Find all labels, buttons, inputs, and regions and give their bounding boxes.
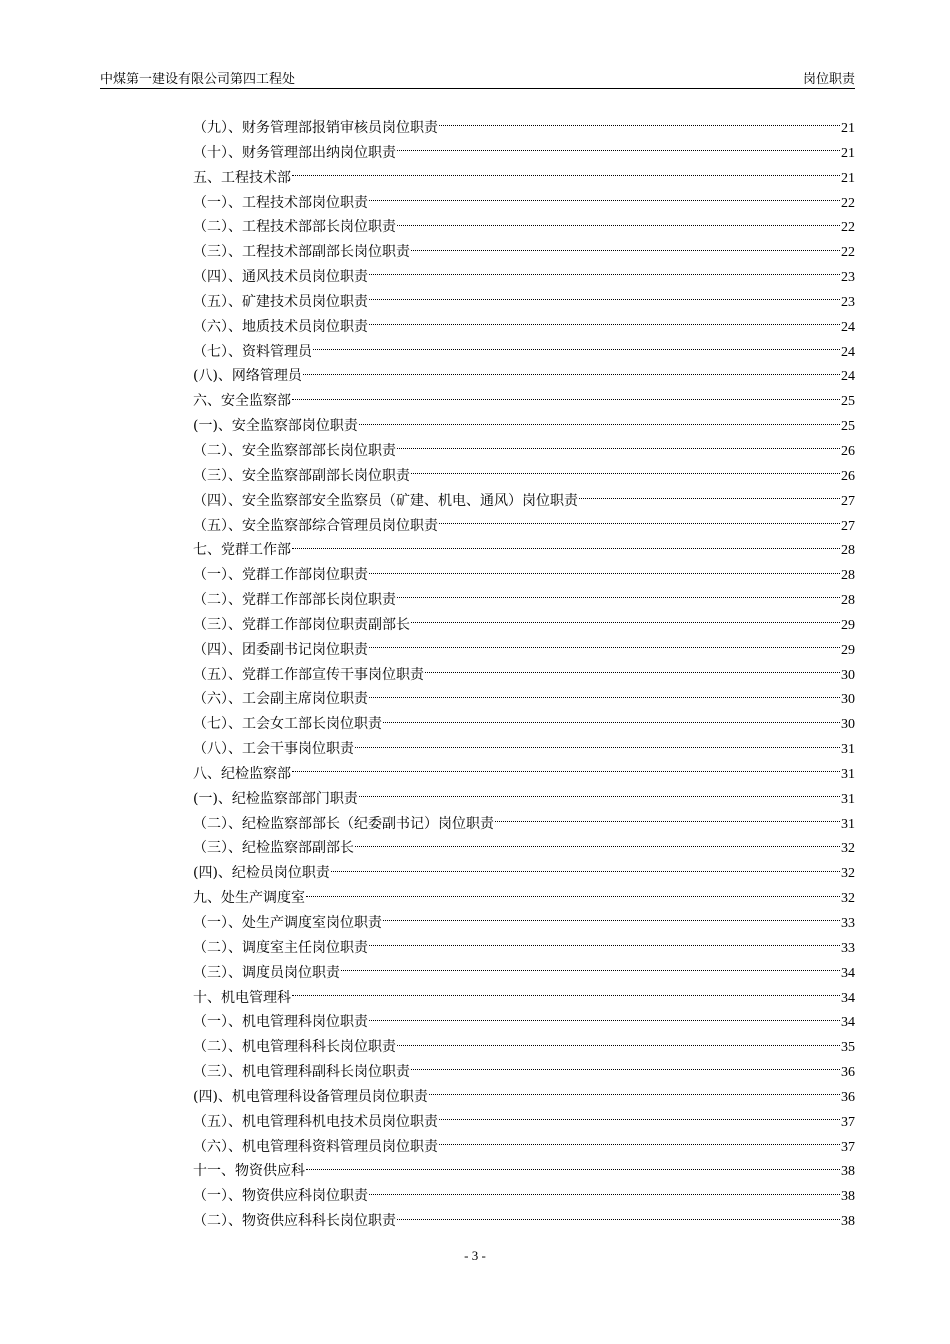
table-of-contents: [193, 116, 855, 1234]
toc-entry-page: 30: [841, 717, 855, 733]
toc-entry-page: 38: [841, 1164, 855, 1180]
toc-entry-title: （二）、党群工作部部长岗位职责: [193, 592, 396, 609]
toc-entry-title: 十一、物资供应科: [193, 1163, 305, 1180]
toc-leader-dots: [292, 994, 840, 996]
toc-entry-page: 21: [841, 170, 855, 186]
toc-leader-dots: [383, 721, 840, 723]
toc-entry-title: （三）、调度员岗位职责: [193, 964, 340, 981]
toc-entry-title: 十、机电管理科: [193, 989, 291, 1006]
toc-entry-page: 28: [841, 543, 855, 559]
toc-entry-page: 32: [841, 841, 855, 857]
toc-leader-dots: [306, 1168, 840, 1170]
toc-entry-title: （三）、工程技术部副部长岗位职责: [193, 244, 410, 261]
toc-leader-dots: [383, 919, 840, 921]
toc-leader-dots: [411, 621, 840, 623]
toc-entry-title: （二）、机电管理科科长岗位职责: [193, 1039, 396, 1056]
toc-entry[interactable]: [193, 315, 855, 340]
toc-entry[interactable]: [193, 638, 855, 663]
toc-leader-dots: [579, 497, 840, 499]
toc-entry[interactable]: [193, 1184, 855, 1209]
toc-entry[interactable]: [193, 787, 855, 812]
toc-leader-dots: [411, 472, 840, 474]
toc-entry-title: （二）、纪检监察部部长（纪委副书记）岗位职责: [193, 815, 494, 832]
toc-entry[interactable]: [193, 563, 855, 588]
toc-entry-title: （六）、机电管理科资料管理员岗位职责: [193, 1138, 438, 1155]
toc-entry-page: 21: [841, 121, 855, 136]
toc-entry-title: 七、党群工作部: [193, 542, 291, 559]
toc-entry-page: 31: [841, 742, 855, 758]
toc-entry-title: （九）、财务管理部报销审核员岗位职责: [193, 120, 438, 136]
toc-entry-page: 27: [841, 518, 855, 534]
toc-entry-page: 22: [841, 220, 855, 236]
toc-entry-page: 30: [841, 692, 855, 708]
toc-entry-page: 31: [841, 766, 855, 782]
toc-entry[interactable]: [193, 141, 855, 166]
toc-leader-dots: [292, 174, 840, 176]
toc-entry-page: 22: [841, 195, 855, 211]
toc-entry-title: （六）、工会副主席岗位职责: [193, 691, 368, 708]
toc-entry-page: 23: [841, 294, 855, 310]
toc-entry-title: （五）、党群工作部宣传干事岗位职责: [193, 666, 424, 683]
toc-leader-dots: [292, 547, 840, 549]
toc-leader-dots: [355, 746, 840, 748]
toc-entry-page: 37: [841, 1139, 855, 1155]
toc-entry-title: （一）、物资供应科岗位职责: [193, 1188, 368, 1205]
toc-entry-page: 24: [841, 369, 855, 385]
toc-entry-page: 36: [841, 1065, 855, 1081]
toc-leader-dots: [397, 596, 840, 598]
toc-entry-page: 25: [841, 419, 855, 435]
toc-entry-title: （二）、调度室主任岗位职责: [193, 939, 368, 956]
toc-entry[interactable]: [193, 712, 855, 737]
toc-entry[interactable]: [193, 439, 855, 464]
toc-entry[interactable]: [193, 886, 855, 911]
toc-entry-title: (一)、安全监察部岗位职责: [193, 418, 358, 435]
toc-leader-dots: [411, 249, 840, 251]
toc-leader-dots: [439, 124, 840, 126]
toc-entry[interactable]: [193, 116, 855, 141]
toc-entry[interactable]: [193, 389, 855, 414]
toc-leader-dots: [292, 770, 840, 772]
toc-entry[interactable]: [193, 961, 855, 986]
toc-entry[interactable]: [193, 1035, 855, 1060]
toc-entry-title: （三）、纪检监察部副部长: [193, 840, 354, 857]
toc-leader-dots: [369, 1193, 840, 1195]
toc-entry-title: 九、处生产调度室: [193, 890, 305, 907]
toc-leader-dots: [397, 224, 840, 226]
toc-leader-dots: [303, 373, 840, 375]
toc-entry-page: 26: [841, 443, 855, 459]
toc-entry[interactable]: [193, 538, 855, 563]
toc-entry-title: （二）、物资供应科科长岗位职责: [193, 1213, 396, 1230]
toc-entry-page: 22: [841, 245, 855, 261]
toc-entry-title: 五、工程技术部: [193, 169, 291, 186]
toc-entry[interactable]: [193, 1209, 855, 1234]
toc-entry[interactable]: [193, 414, 855, 439]
toc-leader-dots: [439, 522, 840, 524]
toc-entry-title: （四）、安全监察部安全监察员（矿建、机电、通风）岗位职责: [193, 492, 578, 509]
toc-leader-dots: [397, 1218, 840, 1220]
toc-entry[interactable]: [193, 166, 855, 191]
toc-entry-title: （一）、党群工作部岗位职责: [193, 567, 368, 584]
toc-entry-page: 36: [841, 1089, 855, 1105]
toc-leader-dots: [369, 944, 840, 946]
toc-entry-page: 34: [841, 990, 855, 1006]
toc-leader-dots: [369, 696, 840, 698]
toc-entry-title: 六、安全监察部: [193, 393, 291, 410]
toc-entry[interactable]: [193, 290, 855, 315]
toc-entry[interactable]: [193, 588, 855, 613]
toc-entry[interactable]: [193, 737, 855, 762]
toc-leader-dots: [355, 845, 840, 847]
toc-entry-page: 32: [841, 866, 855, 882]
toc-leader-dots: [369, 199, 840, 201]
toc-entry[interactable]: [193, 911, 855, 936]
toc-entry-title: （一）、机电管理科岗位职责: [193, 1014, 368, 1031]
toc-entry-page: 31: [841, 816, 855, 832]
toc-leader-dots: [369, 323, 840, 325]
toc-entry-title: （十）、财务管理部出纳岗位职责: [193, 144, 396, 161]
toc-entry[interactable]: [193, 1010, 855, 1035]
toc-leader-dots: [439, 1143, 840, 1145]
toc-leader-dots: [292, 398, 840, 400]
toc-entry[interactable]: [193, 340, 855, 365]
header-section-title: 岗位职责: [802, 72, 855, 87]
toc-leader-dots: [369, 298, 840, 300]
toc-leader-dots: [429, 1093, 840, 1095]
toc-entry[interactable]: [193, 1060, 855, 1085]
toc-entry[interactable]: [193, 364, 855, 389]
toc-entry-page: 24: [841, 344, 855, 360]
toc-entry-page: 29: [841, 617, 855, 633]
toc-leader-dots: [313, 348, 840, 350]
toc-entry-title: （二）、安全监察部部长岗位职责: [193, 442, 396, 459]
toc-leader-dots: [425, 671, 840, 673]
toc-entry-title: （五）、机电管理科机电技术员岗位职责: [193, 1113, 438, 1130]
toc-entry-page: 23: [841, 270, 855, 286]
toc-entry-title: 八、纪检监察部: [193, 765, 291, 782]
toc-leader-dots: [359, 423, 840, 425]
toc-entry-title: (四)、机电管理科设备管理员岗位职责: [193, 1088, 428, 1105]
toc-entry-title: （四）、通风技术员岗位职责: [193, 269, 368, 286]
toc-entry-page: 28: [841, 593, 855, 609]
page-number: - 3 -: [464, 1248, 486, 1263]
toc-entry[interactable]: [193, 464, 855, 489]
toc-leader-dots: [397, 447, 840, 449]
toc-leader-dots: [341, 969, 840, 971]
toc-entry-title: （八）、工会干事岗位职责: [193, 741, 354, 758]
toc-entry[interactable]: [193, 1159, 855, 1184]
toc-entry[interactable]: [193, 1135, 855, 1160]
toc-entry-page: 28: [841, 568, 855, 584]
toc-entry-title: （三）、党群工作部岗位职责副部长: [193, 616, 410, 633]
toc-entry-page: 30: [841, 667, 855, 683]
toc-entry-page: 26: [841, 468, 855, 484]
toc-entry[interactable]: [193, 1085, 855, 1110]
toc-entry-page: 24: [841, 319, 855, 335]
toc-entry-title: （七）、工会女工部长岗位职责: [193, 716, 382, 733]
toc-entry[interactable]: [193, 613, 855, 638]
toc-entry-title: （三）、安全监察部副部长岗位职责: [193, 467, 410, 484]
toc-entry-page: 21: [841, 145, 855, 161]
toc-entry[interactable]: [193, 687, 855, 712]
toc-entry-title: （三）、机电管理科副科长岗位职责: [193, 1064, 410, 1081]
toc-entry-title: （二）、工程技术部部长岗位职责: [193, 219, 396, 236]
toc-leader-dots: [369, 572, 840, 574]
toc-entry-page: 38: [841, 1214, 855, 1230]
toc-entry-page: 33: [841, 916, 855, 931]
toc-entry-title: （五）、安全监察部综合管理员岗位职责: [193, 517, 438, 534]
toc-leader-dots: [306, 895, 840, 897]
toc-entry-title: （七）、资料管理员: [193, 343, 312, 360]
toc-leader-dots: [369, 273, 840, 275]
toc-entry-title: （六）、地质技术员岗位职责: [193, 318, 368, 335]
toc-leader-dots: [369, 646, 840, 648]
page-header: [100, 66, 855, 89]
toc-entry-page: 37: [841, 1114, 855, 1130]
toc-entry-page: 32: [841, 891, 855, 907]
toc-entry[interactable]: [193, 762, 855, 787]
toc-entry-title: (八)、网络管理员: [193, 368, 302, 385]
toc-entry[interactable]: [193, 265, 855, 290]
toc-entry-title: （一）、处生产调度室岗位职责: [193, 915, 382, 931]
toc-leader-dots: [439, 1118, 840, 1120]
toc-entry[interactable]: [193, 663, 855, 688]
toc-entry-page: 31: [841, 791, 855, 807]
toc-entry[interactable]: [193, 936, 855, 961]
toc-entry[interactable]: [193, 489, 855, 514]
toc-entry-title: （五）、矿建技术员岗位职责: [193, 293, 368, 310]
toc-entry[interactable]: [193, 1110, 855, 1135]
toc-entry-page: 38: [841, 1189, 855, 1205]
toc-leader-dots: [411, 1068, 840, 1070]
toc-entry-page: 34: [841, 1015, 855, 1031]
toc-entry[interactable]: [193, 812, 855, 837]
toc-entry-page: 35: [841, 1040, 855, 1056]
header-company-name: 中煤第一建设有限公司第四工程处: [100, 72, 296, 87]
toc-entry-page: 27: [841, 493, 855, 509]
toc-entry-title: （一）、工程技术部岗位职责: [193, 194, 368, 211]
toc-leader-dots: [359, 795, 840, 797]
toc-entry-title: （四）、团委副书记岗位职责: [193, 641, 368, 658]
toc-leader-dots: [495, 820, 840, 822]
toc-entry[interactable]: [193, 191, 855, 216]
toc-entry[interactable]: [193, 514, 855, 539]
toc-entry-title: (四)、纪检员岗位职责: [193, 865, 330, 882]
toc-leader-dots: [331, 870, 840, 872]
toc-entry-page: 33: [841, 940, 855, 956]
toc-entry-page: 34: [841, 965, 855, 981]
toc-leader-dots: [369, 1019, 840, 1021]
toc-entry[interactable]: [193, 861, 855, 886]
toc-entry[interactable]: [193, 836, 855, 861]
toc-leader-dots: [397, 149, 840, 151]
toc-entry-title: (一)、纪检监察部部门职责: [193, 790, 358, 807]
toc-entry[interactable]: [193, 240, 855, 265]
toc-entry-page: 25: [841, 394, 855, 410]
toc-entry-page: 29: [841, 642, 855, 658]
toc-entry[interactable]: [193, 986, 855, 1011]
toc-entry[interactable]: [193, 215, 855, 240]
toc-leader-dots: [397, 1044, 840, 1046]
